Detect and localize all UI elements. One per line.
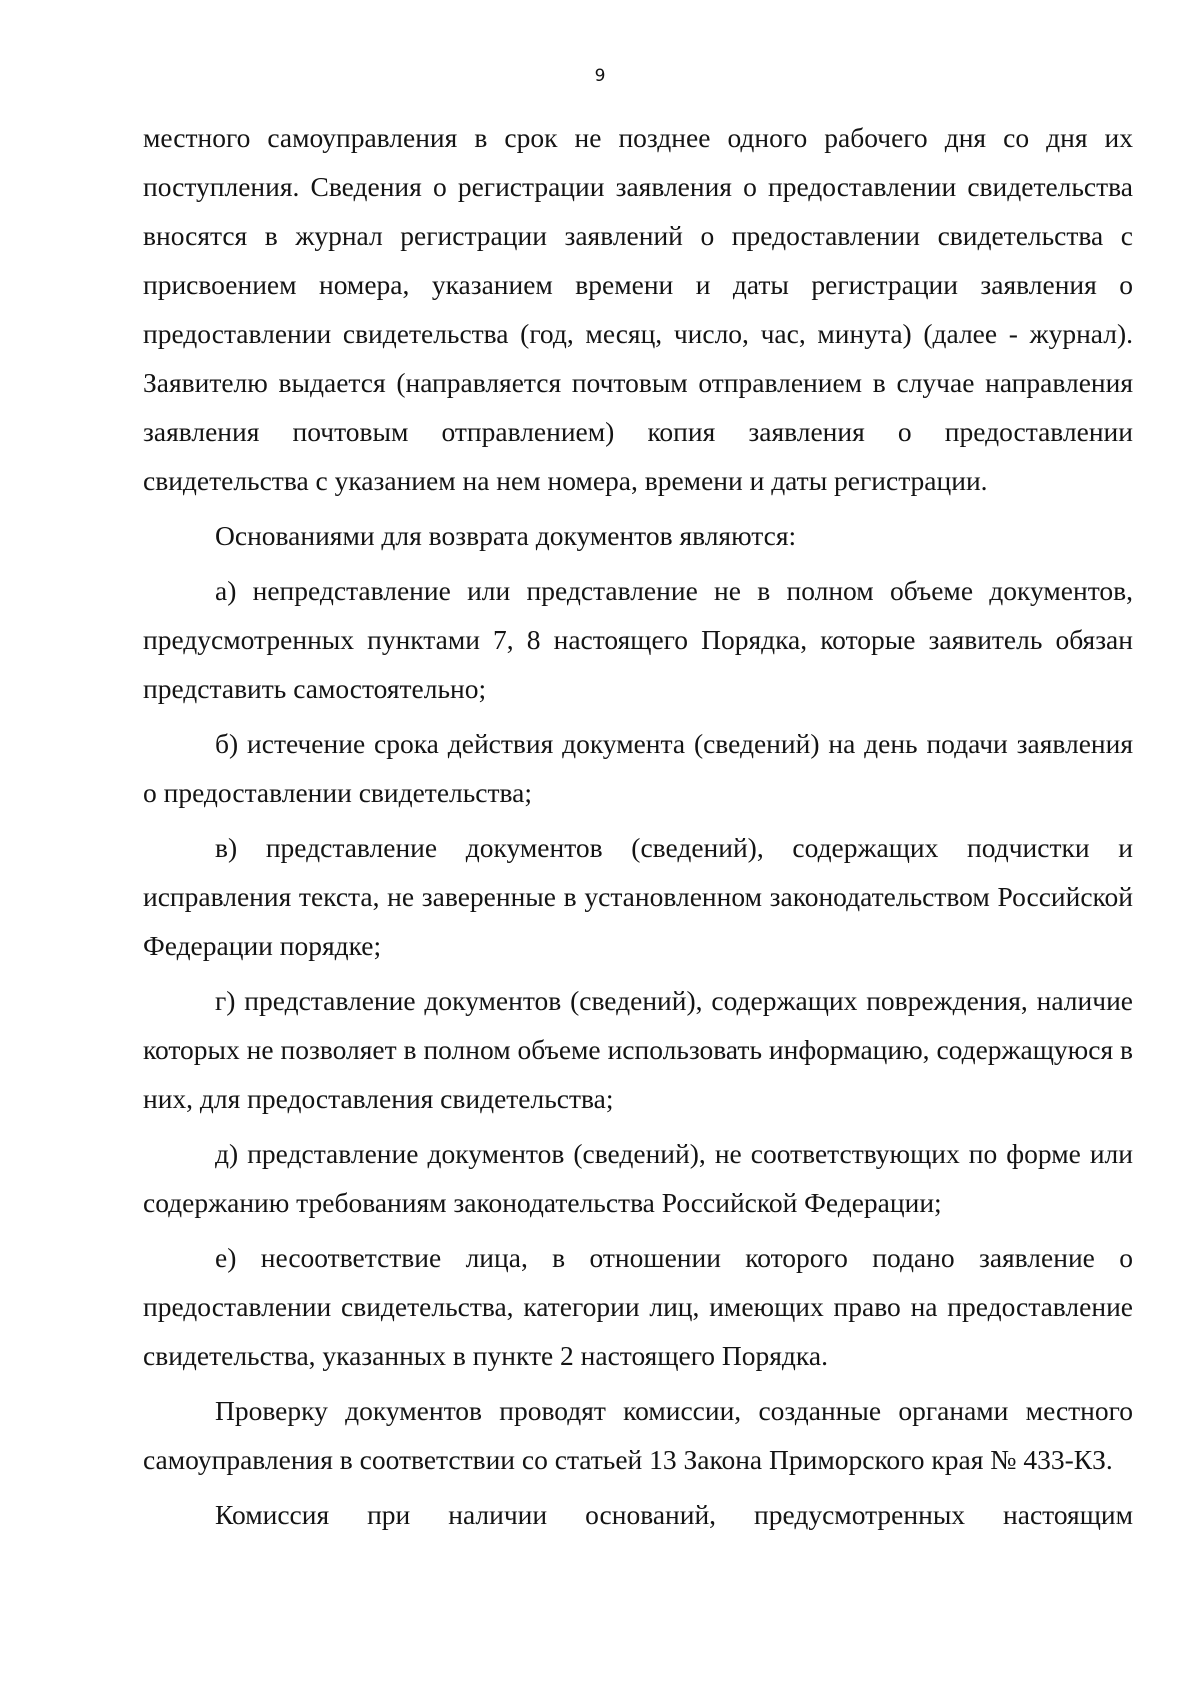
paragraph-item-d: д) представление документов (сведений), не соответствующих по форме или содержанию требованиям законодательства Российской Федерации; bbox=[143, 1138, 1133, 1218]
paragraph-item-e: е) несоответствие лица, в отношении которого подано заявление о предоставлении свидетельства, категории лиц, имеющих право на предоставление свидетельства, указанных в пункте 2 настоящего Порядка. bbox=[143, 1242, 1133, 1371]
paragraph-item-v: в) представление документов (сведений), содержащих подчистки и исправления текста, не заверенные в установленном законодательством Российской Федерации порядке; bbox=[143, 832, 1133, 961]
paragraph-document-check: Проверку документов проводят комиссии, созданные органами местного самоуправления в соответствии со статьей 13 Закона Приморского края № 433-КЗ. bbox=[143, 1395, 1133, 1475]
paragraph-item-g: г) представление документов (сведений), содержащих повреждения, наличие которых не позволяет в полном объеме использовать информацию, содержащуюся в них, для предоставления свидетельства; bbox=[143, 985, 1133, 1114]
paragraph-return-grounds-intro: Основаниями для возврата документов являются: bbox=[215, 520, 797, 551]
paragraph-item-a: а) непредставление или представление не в полном объеме документов, предусмотренных пунктами 7, 8 настоящего Порядка, которые заявитель обязан представить самостоятельно; bbox=[143, 575, 1133, 704]
paragraph-commission: Комиссия при наличии оснований, предусмотренных настоящим bbox=[215, 1499, 1133, 1530]
paragraph-registration: местного самоуправления в срок не позднее одного рабочего дня со дня их поступления. Сведения о регистрации заявления о предоставлении свидетельства вносятся в журнал регистрации заявлений о предоставлении свидетельства с присвоением номера, указанием времени и даты регистрации заявления о предоставлении свидетельства (год, месяц, число, час, минута) (далее - журнал). Заявителю выдается (направляется почтовым отправлением в случае направления заявления почтовым отправлением) копия заявления о предоставлении свидетельства с указанием на нем номера, времени и даты регистрации. bbox=[143, 122, 1133, 496]
page-number: 9 bbox=[594, 66, 606, 86]
document-body bbox=[143, 113, 1133, 1545]
paragraph-item-b: б) истечение срока действия документа (сведений) на день подачи заявления о предоставлении свидетельства; bbox=[143, 728, 1133, 808]
